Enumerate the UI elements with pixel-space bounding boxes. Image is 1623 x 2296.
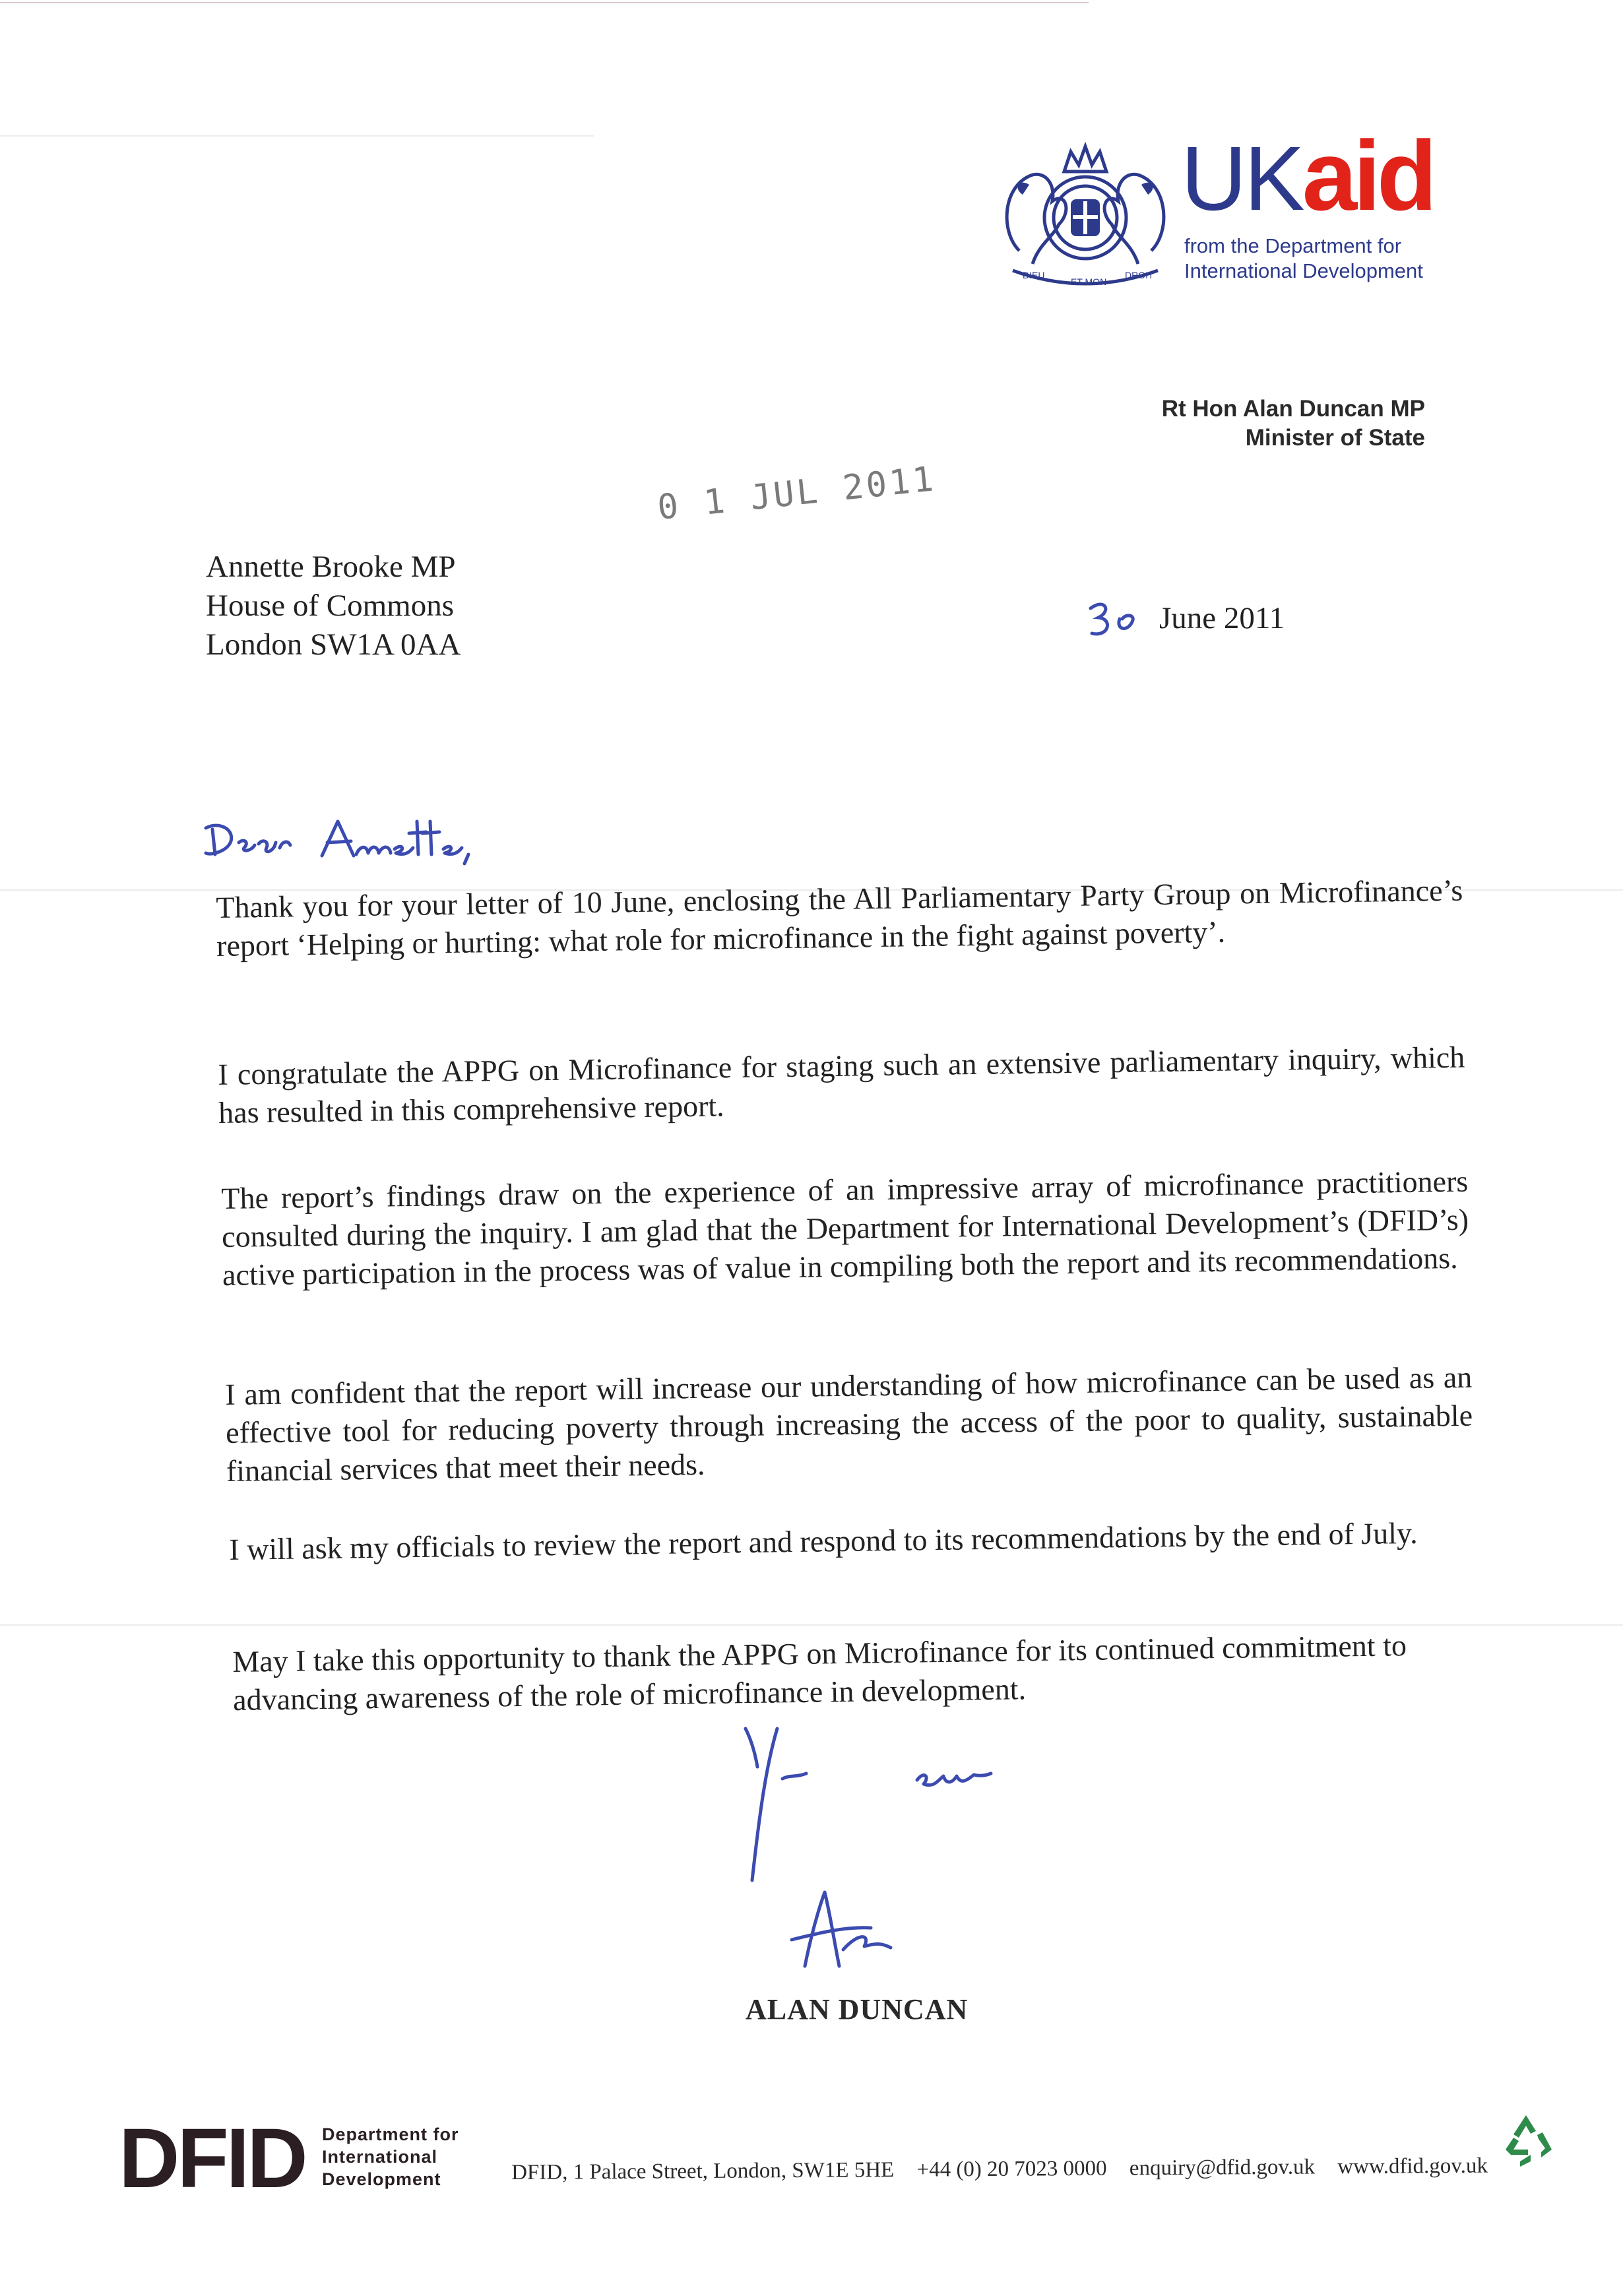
footer-contact	[511, 2153, 1505, 2185]
date-text: June 2011	[1159, 601, 1285, 635]
signatory-name: ALAN DUNCAN	[746, 1993, 969, 2025]
recycle-icon	[1496, 2111, 1556, 2171]
fold-line	[0, 1624, 1623, 1626]
dfid-sub-line2: International	[322, 2147, 438, 2167]
sender-block	[1162, 395, 1425, 453]
recipient-address	[206, 548, 461, 664]
recipient-line2: House of Commons	[206, 589, 454, 623]
ukaid-logo	[1181, 119, 1434, 231]
paragraph: Thank you for your letter of 10 June, enclosing the All Parliamentary Party Group on Microfinance’s report ‘Helping or hurting: what role for microfinance in the fight against poverty’.	[216, 873, 1463, 963]
handwritten-salutation	[198, 802, 541, 881]
paragraph: I am confident that the report will increase our understanding of how microfinance can be used as an effective tool for reducing poverty through increasing the access of the poor to quality, sustainable financial services that meet their needs.	[225, 1360, 1473, 1488]
footer-phone: +44 (0) 20 7023 0000	[916, 2156, 1107, 2182]
crest-motto-center: ET MON	[1071, 276, 1107, 287]
paragraph: I will ask my officials to review the report and respond to its recommendations by the end of July.	[229, 1515, 1418, 1566]
crest-motto-left: DIEU	[1023, 270, 1045, 280]
ukaid-tagline-line1: from the Department for	[1184, 234, 1402, 257]
handwritten-day	[1085, 596, 1141, 643]
footer-email: enquiry@dfid.gov.uk	[1129, 2155, 1316, 2181]
ukaid-logo-aid: aid	[1302, 120, 1434, 231]
dfid-logo-subtitle	[322, 2123, 459, 2190]
sender-title: Minister of State	[1245, 425, 1425, 451]
sender-name: Rt Hon Alan Duncan MP	[1161, 396, 1425, 422]
scan-edge-line	[0, 2, 1089, 3]
ukaid-tagline	[1184, 234, 1488, 284]
fold-line	[0, 135, 594, 137]
paragraph: The report’s findings draw on the experience of an impressive array of microfinance practitioners consulted during the inquiry. I am glad that the Department for International Development’s (DFID’s) active participation in the process was of value in compiling both the report and its recommendations.	[221, 1164, 1469, 1292]
royal-crest-icon	[993, 139, 1178, 290]
paragraph: I congratulate the APPG on Microfinance for staging such an extensive parliamentary inquiry, which has resulted in this comprehensive report.	[218, 1040, 1465, 1130]
recipient-name: Annette Brooke MP	[206, 550, 456, 584]
paragraph: May I take this opportunity to thank the APPG on Microfinance for its continued commitment to advancing awareness of the role of microfinance in development.	[232, 1628, 1407, 1717]
footer-address: DFID, 1 Palace Street, London, SW1E 5HE	[511, 2157, 895, 2184]
dfid-logo: DFID	[119, 2111, 305, 2206]
ukaid-logo-uk: UK	[1181, 128, 1302, 230]
dfid-sub-line1: Department for	[322, 2124, 459, 2144]
crest-motto-right: DROIT	[1125, 270, 1154, 280]
recipient-line3: London SW1A 0AA	[206, 627, 461, 662]
footer-web: www.dfid.gov.uk	[1337, 2153, 1488, 2179]
handwritten-signature	[726, 1715, 1036, 1993]
ukaid-tagline-line2: International Development	[1184, 259, 1423, 282]
received-date-stamp: 0 1 JUL 2011	[655, 459, 938, 528]
dfid-sub-line3: Development	[322, 2169, 441, 2189]
